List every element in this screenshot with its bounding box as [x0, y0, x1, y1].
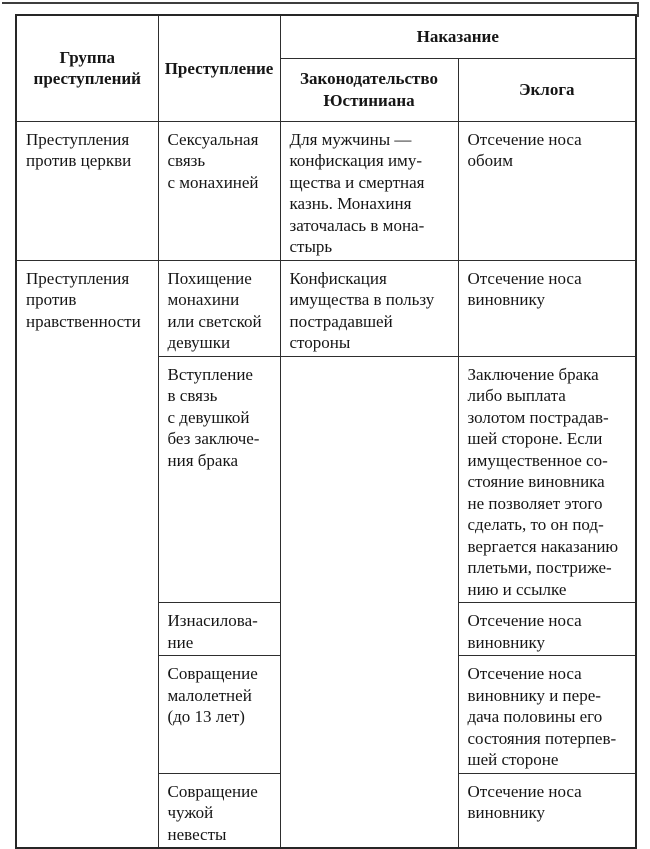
- header-crime-cell: Преступление: [158, 15, 280, 121]
- row6-crime-cell: Совращение чужой невесты: [158, 773, 280, 848]
- row4-crime-cell: Изнасилова- ние: [158, 603, 280, 656]
- row5-ecloga-cell: Отсечение носа виновнику и пере- дача половины его состояния потерпев- шей стороне: [458, 656, 636, 774]
- header-justinian-cell: Законодательство Юстиниана: [280, 58, 458, 121]
- table-row: [16, 260, 636, 356]
- row4-ecloga-cell: Отсечение носа виновнику: [458, 603, 636, 656]
- header-ecloga-cell: Эклога: [458, 58, 636, 121]
- header-group-cell: Группа преступлений: [16, 15, 158, 121]
- header-punishment-cell: Наказание: [280, 15, 636, 58]
- row6-ecloga-cell: Отсечение носа виновнику: [458, 773, 636, 848]
- row3-justinian-cell-empty: [280, 356, 458, 848]
- row2-justinian-cell: Конфискация имущества в пользу пострадавшей стороны: [280, 260, 458, 356]
- crimes-punishments-table: [15, 14, 637, 849]
- row2-crime-cell: Похищение монахини или светской девушки: [158, 260, 280, 356]
- row5-crime-cell: Совращение малолетней (до 13 лет): [158, 656, 280, 774]
- row3-ecloga-cell: Заключение брака либо выплата золотом пострадав- шей стороне. Если имущественное со- стояние виновника не позволяет этого сделать, то он под- вергается наказанию плетьми, постриже- нию и ссылке: [458, 356, 636, 603]
- row1-ecloga-cell: Отсечение носа обоим: [458, 121, 636, 260]
- row2-ecloga-cell: Отсечение носа виновнику: [458, 260, 636, 356]
- row1-justinian-cell: Для мужчины — конфискация иму- щества и смертная казнь. Монахиня заточалась в мона- стырь: [280, 121, 458, 260]
- table-row: [16, 121, 636, 260]
- row1-crime-cell: Сексуальная связь с монахиней: [158, 121, 280, 260]
- row3-crime-cell: Вступление в связь с девушкой без заключе- ния брака: [158, 356, 280, 603]
- row1-group-cell: Преступления против церкви: [16, 121, 158, 260]
- row2-group-cell: Преступления против нравственности: [16, 260, 158, 848]
